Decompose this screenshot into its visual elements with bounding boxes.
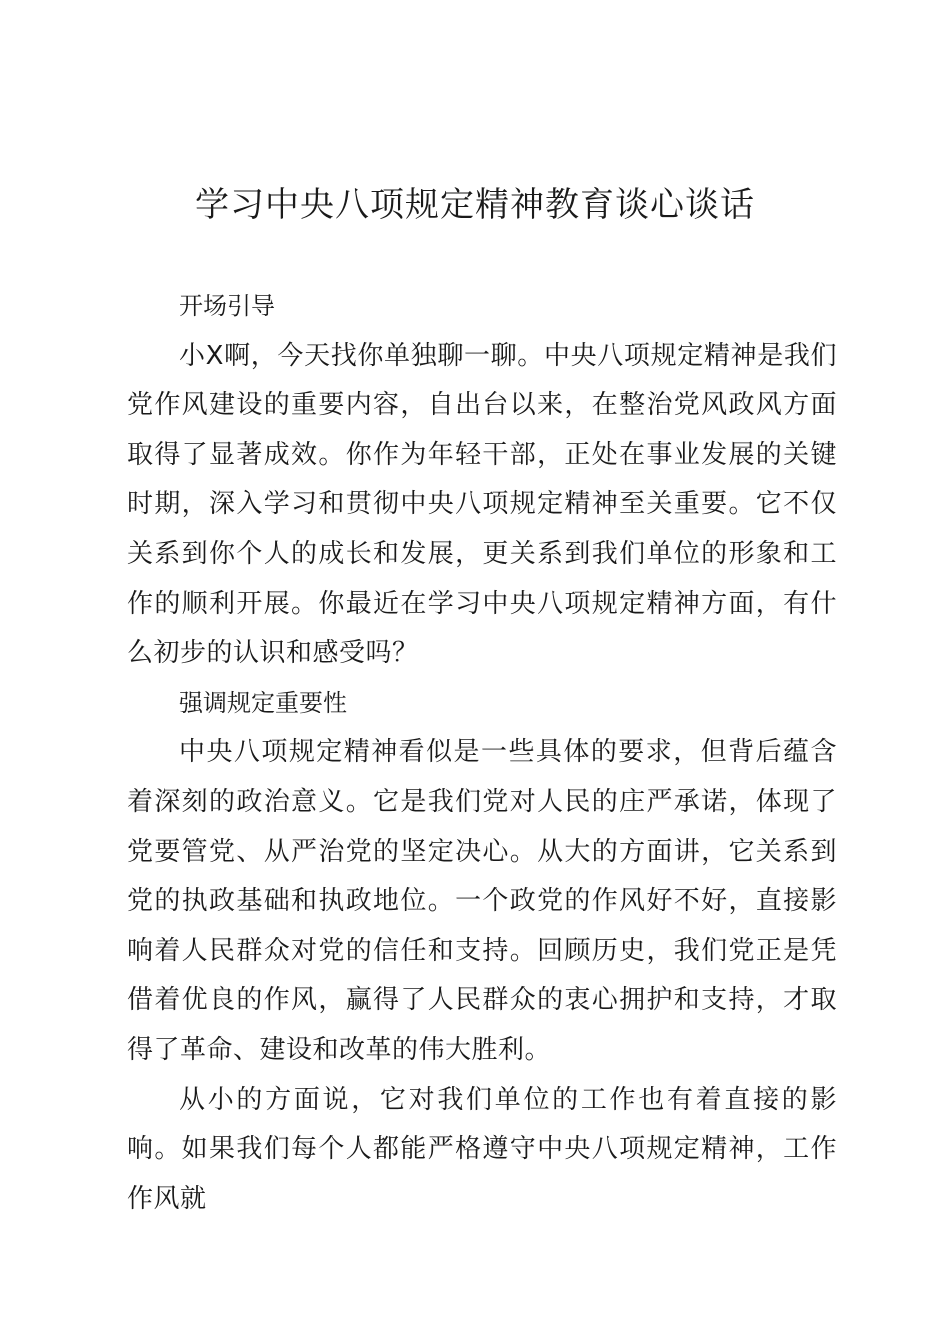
section-heading-opening: 开场引导 — [179, 292, 275, 320]
section-heading-importance: 强调规定重要性 — [179, 688, 347, 717]
paragraph-opening: 小X啊，今天找你单独聊一聊。中央八项规定精神是我们党作风建设的重要内容，自出台以来，在整治党风政风方面取得了显著成效。你作为年轻干部，正处在事业发展的关键时期，深入学习和贯彻中央八项规定精神至关重要。它不仅关系到你个人的成长和发展，更关系到我们单位的形象和工作的顺利开展。你最近在学习中央八项规定精神方面，有什么初步的认识和感受吗？ — [127, 340, 837, 669]
paragraph-importance-1: 中央八项规定精神看似是一些具体的要求，但背后蕴含着深刻的政治意义。它是我们党对人民的庄严承诺，体现了党要管党、从严治党的坚定决心。从大的方面讲，它关系到党的执政基础和执政地位。一个政党的作风好不好，直接影响着人民群众对党的信任和支持。回顾历史，我们党正是凭借着优良的作风，赢得了人民群众的衷心拥护和支持，才取得了革命、建设和改革的伟大胜利。 — [127, 737, 837, 1065]
paragraph-importance-2: 从小的方面说，它对我们单位的工作也有着直接的影响。如果我们每个人都能严格遵守中央八项规定精神，工作作风就 — [127, 1084, 837, 1214]
document-title: 学习中央八项规定精神教育谈心谈话 — [195, 185, 755, 225]
document-body — [127, 282, 837, 1224]
